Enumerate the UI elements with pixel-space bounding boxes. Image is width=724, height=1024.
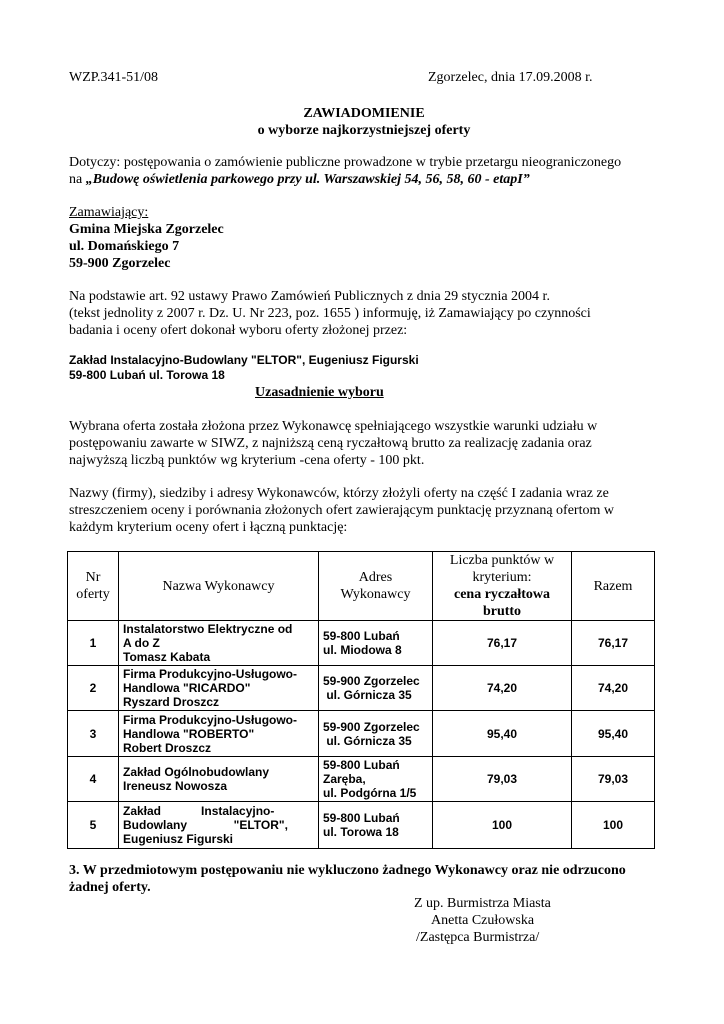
offer-points: 100 (433, 802, 572, 849)
header-points-line-1: Liczba punktów w (449, 553, 555, 568)
offer-total: 100 (572, 802, 655, 849)
contractor-name (119, 666, 319, 711)
offer-number: 5 (68, 802, 119, 849)
orderer-street: ul. Domańskiego 7 (69, 239, 180, 254)
summary-line-2: streszczeniem oceny i porównania złożonych ofert zawierającym punktację przyznaną ofertom w (69, 503, 614, 518)
orderer-block (69, 204, 659, 272)
table-row (68, 802, 655, 849)
offer-points: 74,20 (433, 666, 572, 711)
header-contractor-name: Nazwa Wykonawcy (119, 552, 319, 621)
orderer-city: 59-900 Zgorzelec (69, 256, 171, 271)
offer-total: 95,40 (572, 711, 655, 757)
header-points-line-3: cena ryczałtowa (453, 587, 551, 602)
summary-line-1: Nazwy (firmy), siedziby i adresy Wykonawców, którzy złożyli oferty na część I zadania wraz ze (69, 486, 609, 501)
contractor-address-line: 59-800 Lubań (323, 758, 400, 772)
contractor-name (119, 757, 319, 802)
header-total: Razem (572, 552, 655, 621)
contractor-address-line: 59-800 Lubań (323, 629, 400, 643)
subject-line-2 (69, 171, 659, 188)
contractor-address-line: 59-800 Lubań (323, 811, 400, 825)
offer-number: 4 (68, 757, 119, 802)
place-and-date: Zgorzelec, dnia 17.09.2008 r. (428, 70, 593, 85)
contractor-name-line: Zakład Instalacyjno- (123, 804, 275, 818)
contractor-address (319, 621, 433, 666)
contractor-name-line: Ryszard Droszcz (123, 695, 220, 709)
signature-line-1: Z up. Burmistrza Miasta (414, 896, 551, 911)
document-title: ZAWIADOMIENIE (303, 106, 425, 121)
contractor-name-line: Ireneusz Nowosza (123, 779, 228, 793)
contractor-name-line: Instalatorstwo Elektryczne od (123, 622, 293, 636)
offer-number: 2 (68, 666, 119, 711)
justification-line-3: najwyższą liczbą punktów wg kryterium -cena oferty - 100 pkt. (69, 453, 425, 468)
summary-block (69, 485, 659, 536)
justification-line-2: postępowaniu zawarte w SIWZ, z najniższą ceną ryczałtową brutto za realizację zadania oraz (69, 436, 592, 451)
contractor-name-line: Firma Produkcyjno-Usługowo- (123, 667, 298, 681)
contractor-name (119, 802, 319, 849)
contractor-address (319, 666, 433, 711)
header-contractor-address (319, 552, 433, 621)
header-adres-line: Adres (358, 570, 393, 585)
conclusion-line-2: żadnej oferty. (69, 880, 151, 895)
offer-points: 95,40 (433, 711, 572, 757)
orderer-name: Gmina Miejska Zgorzelec (69, 222, 224, 237)
contractor-address-line: ul. Górnicza 35 (323, 688, 412, 702)
table-row (68, 621, 655, 666)
table-row (68, 711, 655, 757)
contractor-address-line: 59-900 Zgorzelec (323, 719, 420, 734)
conclusion-line-1: 3. W przedmiotowym postępowaniu nie wykluczono żadnego Wykonawcy oraz nie odrzucono (69, 863, 626, 878)
contractor-name (119, 711, 319, 757)
offer-points: 76,17 (433, 621, 572, 666)
contractor-name-line: Robert Droszcz (123, 740, 212, 755)
basis-line-1: Na podstawie art. 92 ustawy Prawo Zamówień Publicznych z dnia 29 stycznia 2004 r. (69, 289, 550, 304)
contractor-name-line: Eugeniusz Figurski (123, 832, 234, 846)
offers-table (67, 551, 655, 849)
header-nr-line: Nr (85, 570, 101, 585)
subject-prefix: na (69, 172, 86, 187)
basis-line-3: badania i oceny ofert dokonał wyboru oferty złożonej przez: (69, 323, 408, 338)
contractor-name-line: Firma Produkcyjno-Usługowo- (123, 712, 298, 727)
document-reference: WZP.341-51/08 (69, 70, 159, 85)
signature-name: Anetta Czułowska (431, 913, 535, 928)
contractor-address-line: ul. Górnicza 35 (323, 733, 412, 748)
winner-address: 59-800 Lubań ul. Torowa 18 (69, 368, 225, 382)
offer-number: 3 (68, 711, 119, 757)
contractor-name-line: Handlowa "ROBERTO" (123, 726, 255, 741)
contractor-name-line: Handlowa "RICARDO" (123, 681, 251, 695)
header-points-line-4: brutto (482, 604, 522, 619)
header-offer-number (68, 552, 119, 621)
contractor-address (319, 711, 433, 757)
table-header-row (68, 552, 655, 621)
header-points-line-2: kryterium: (472, 570, 532, 585)
header-points (433, 552, 572, 621)
offer-number: 1 (68, 621, 119, 666)
contractor-name-line: A do Z (123, 636, 160, 650)
header-wykonawcy-line: Wykonawcy (340, 587, 411, 602)
contractor-name-line: Zakład Ogólnobudowlany (123, 765, 270, 779)
document-subtitle: o wyborze najkorzystniejszej oferty (257, 123, 471, 138)
legal-basis-block (69, 288, 659, 339)
offer-points: 79,03 (433, 757, 572, 802)
contractor-address (319, 802, 433, 849)
justification-line-1: Wybrana oferta została złożona przez Wykonawcę spełniającego wszystkie warunki udziału w (69, 419, 598, 434)
contractor-address-line: ul. Torowa 18 (323, 825, 399, 839)
contractor-name (119, 621, 319, 666)
summary-line-3: każdym kryterium oceny ofert i łączną punktację: (69, 520, 348, 535)
contractor-address-line: ul. Miodowa 8 (323, 643, 402, 657)
table-row (68, 757, 655, 802)
offer-total: 76,17 (572, 621, 655, 666)
conclusion-block (69, 862, 659, 896)
signature-role: /Zastępca Burmistrza/ (416, 930, 540, 945)
contractor-address-line: 59-900 Zgorzelec (323, 674, 420, 688)
justification-block (69, 418, 659, 469)
header-oferty-line: oferty (76, 587, 110, 602)
offer-total: 74,20 (572, 666, 655, 711)
subject-line-1: Dotyczy: postępowania o zamówienie publiczne prowadzone w trybie przetargu nieograniczonego (69, 155, 622, 170)
project-title: „Budowę oświetlenia parkowego przy ul. Warszawskiej 54, 56, 58, 60 - etapI” (85, 172, 530, 187)
contractor-name-line: Tomasz Kabata (123, 650, 211, 664)
winner-name: Zakład Instalacyjno-Budowlany "ELTOR", Eugeniusz Figurski (69, 353, 419, 367)
contractor-address (319, 757, 433, 802)
contractor-address-line: ul. Podgórna 1/5 (323, 786, 417, 800)
contractor-name-line: Budowlany "ELTOR", (123, 818, 288, 832)
basis-line-2: (tekst jednolity z 2007 r. Dz. U. Nr 223, poz. 1655 ) informuję, iż Zamawiający po czynności (69, 306, 591, 321)
offer-total: 79,03 (572, 757, 655, 802)
contractor-address-line: Zaręba, (323, 772, 366, 786)
orderer-label: Zamawiający: (69, 205, 149, 220)
justification-heading: Uzasadnienie wyboru (255, 385, 384, 400)
table-row (68, 666, 655, 711)
subject-block (69, 154, 659, 188)
